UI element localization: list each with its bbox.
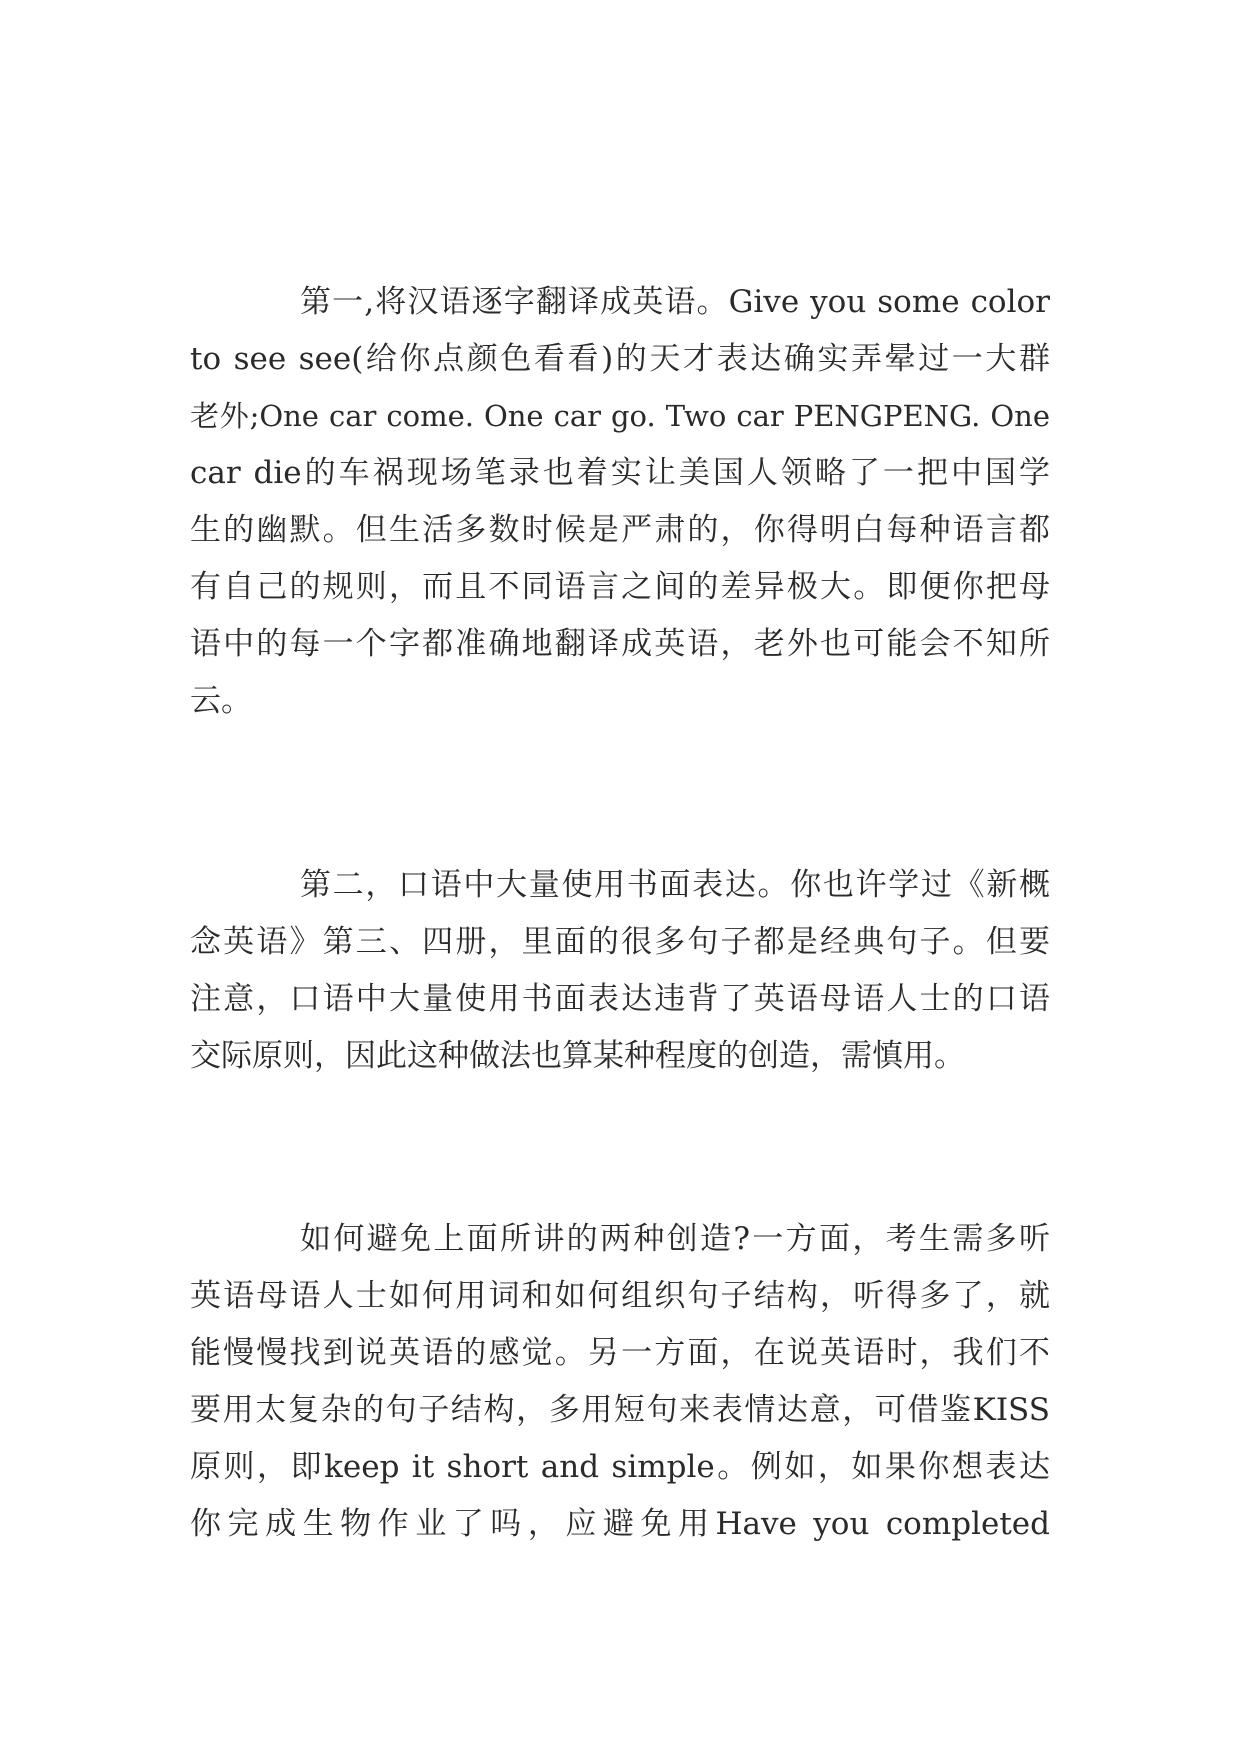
paragraph-line: 生的幽默。但生活多数时候是严肃的，你得明白每种语言都 bbox=[190, 512, 1050, 548]
paragraph-line: 第二，口语中大量使用书面表达。你也许学过《新概 bbox=[300, 867, 1050, 903]
paragraph-line: 云。 bbox=[190, 683, 252, 719]
paragraph-line: 能慢慢找到说英语的感觉。另一方面，在说英语时，我们不 bbox=[190, 1335, 1050, 1371]
paragraph-line: 英语母语人士如何用词和如何组织句子结构，听得多了，就 bbox=[190, 1278, 1050, 1314]
paragraph-line: 念英语》第三、四册，里面的很多句子都是经典句子。但要 bbox=[190, 924, 1050, 960]
paragraph-line: 你完成生物作业了吗，应避免用Have you completed bbox=[190, 1506, 1050, 1542]
paragraph-3 bbox=[190, 1211, 1050, 1553]
paragraph-line: 如何避免上面所讲的两种创造?一方面，考生需多听 bbox=[300, 1221, 1050, 1257]
paragraph-line: 交际原则，因此这种做法也算某种程度的创造，需慎用。 bbox=[190, 1038, 965, 1074]
paragraph-line: 老外;One car come. One car go. Two car PENGPENG. One bbox=[190, 399, 1050, 433]
paragraph-line: car die的车祸现场笔录也着实让美国人领略了一把中国学 bbox=[190, 455, 1050, 491]
paragraph-line: to see see(给你点颜色看看)的天才表达确实弄晕过一大群 bbox=[190, 341, 1050, 377]
paragraph-line: 注意，口语中大量使用书面表达违背了英语母语人士的口语 bbox=[190, 981, 1050, 1017]
paragraph-line: 原则，即keep it short and simple。例如，如果你想表达 bbox=[190, 1449, 1050, 1485]
paragraph-line: 有自己的规则，而且不同语言之间的差异极大。即便你把母 bbox=[190, 569, 1050, 605]
paragraph-line: 要用太复杂的句子结构，多用短句来表情达意，可借鉴KISS bbox=[190, 1392, 1050, 1428]
paragraph-1 bbox=[190, 274, 1050, 730]
paragraph-line: 语中的每一个字都准确地翻译成英语，老外也可能会不知所 bbox=[190, 626, 1050, 662]
paragraph-line: 第一,将汉语逐字翻译成英语。Give you some color bbox=[300, 284, 1050, 320]
paragraph-2 bbox=[190, 857, 1050, 1085]
